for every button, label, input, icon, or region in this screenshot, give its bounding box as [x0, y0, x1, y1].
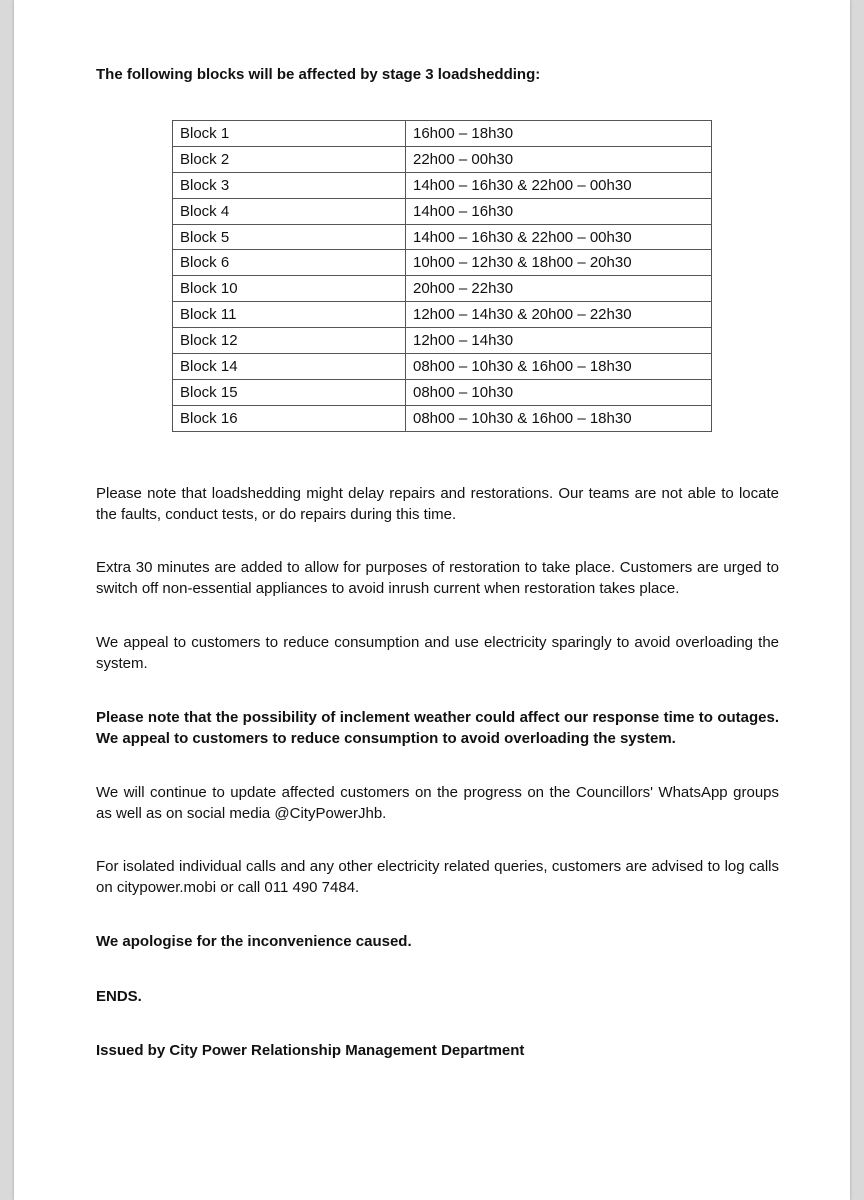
block-name-cell: Block 4 — [173, 198, 406, 224]
schedule-row — [173, 224, 712, 250]
schedule-row — [173, 172, 712, 198]
appeal-paragraph: We appeal to customers to reduce consumption and use electricity sparingly to avoid overloading the system. — [96, 634, 779, 672]
page-heading: The following blocks will be affected by stage 3 loadshedding: — [96, 66, 541, 83]
schedule-row — [173, 121, 712, 147]
issued-by-text: Issued by City Power Relationship Management Department — [96, 1042, 525, 1059]
time-slot-cell: 14h00 – 16h30 & 22h00 – 00h30 — [406, 172, 712, 198]
block-name-cell: Block 16 — [173, 405, 406, 431]
time-slot-cell: 16h00 – 18h30 — [406, 121, 712, 147]
schedule-row — [173, 276, 712, 302]
schedule-table-body — [173, 121, 712, 432]
extra-minutes-paragraph: Extra 30 minutes are added to allow for purposes of restoration to take place. Customers are urged to switch off non-essential appliances to avoid inrush current when restoration takes place. — [96, 559, 779, 597]
document-page — [14, 0, 850, 1200]
schedule-row — [173, 379, 712, 405]
time-slot-cell: 12h00 – 14h30 — [406, 328, 712, 354]
apology-text: We apologise for the inconvenience caused. — [96, 933, 412, 950]
schedule-row — [173, 328, 712, 354]
updates-paragraph: We will continue to update affected customers on the progress on the Councillors' WhatsApp groups as well as on social media @CityPowerJhb. — [96, 784, 779, 822]
time-slot-cell: 22h00 – 00h30 — [406, 146, 712, 172]
block-name-cell: Block 2 — [173, 146, 406, 172]
schedule-row — [173, 146, 712, 172]
time-slot-cell: 08h00 – 10h30 & 16h00 – 18h30 — [406, 354, 712, 380]
schedule-row — [173, 250, 712, 276]
block-name-cell: Block 10 — [173, 276, 406, 302]
loadshedding-schedule-table — [172, 120, 712, 432]
time-slot-cell: 14h00 – 16h30 — [406, 198, 712, 224]
schedule-row — [173, 405, 712, 431]
time-slot-cell: 20h00 – 22h30 — [406, 276, 712, 302]
time-slot-cell: 08h00 – 10h30 & 16h00 – 18h30 — [406, 405, 712, 431]
block-name-cell: Block 5 — [173, 224, 406, 250]
time-slot-cell: 10h00 – 12h30 & 18h00 – 20h30 — [406, 250, 712, 276]
schedule-row — [173, 198, 712, 224]
time-slot-cell: 08h00 – 10h30 — [406, 379, 712, 405]
ends-text: ENDS. — [96, 988, 142, 1005]
repairs-note-paragraph: Please note that loadshedding might delay repairs and restorations. Our teams are not able to locate the faults, conduct tests, or do repairs during this time. — [96, 485, 779, 523]
block-name-cell: Block 6 — [173, 250, 406, 276]
schedule-row — [173, 302, 712, 328]
weather-note-paragraph: Please note that the possibility of inclement weather could affect our response time to outages. We appeal to customers to reduce consumption to avoid overloading the system. — [96, 709, 779, 747]
block-name-cell: Block 15 — [173, 379, 406, 405]
time-slot-cell: 14h00 – 16h30 & 22h00 – 00h30 — [406, 224, 712, 250]
block-name-cell: Block 3 — [173, 172, 406, 198]
block-name-cell: Block 12 — [173, 328, 406, 354]
block-name-cell: Block 1 — [173, 121, 406, 147]
time-slot-cell: 12h00 – 14h30 & 20h00 – 22h30 — [406, 302, 712, 328]
queries-paragraph: For isolated individual calls and any other electricity related queries, customers are advised to log calls on citypower.mobi or call 011 490 7484. — [96, 858, 779, 896]
block-name-cell: Block 14 — [173, 354, 406, 380]
block-name-cell: Block 11 — [173, 302, 406, 328]
schedule-row — [173, 354, 712, 380]
